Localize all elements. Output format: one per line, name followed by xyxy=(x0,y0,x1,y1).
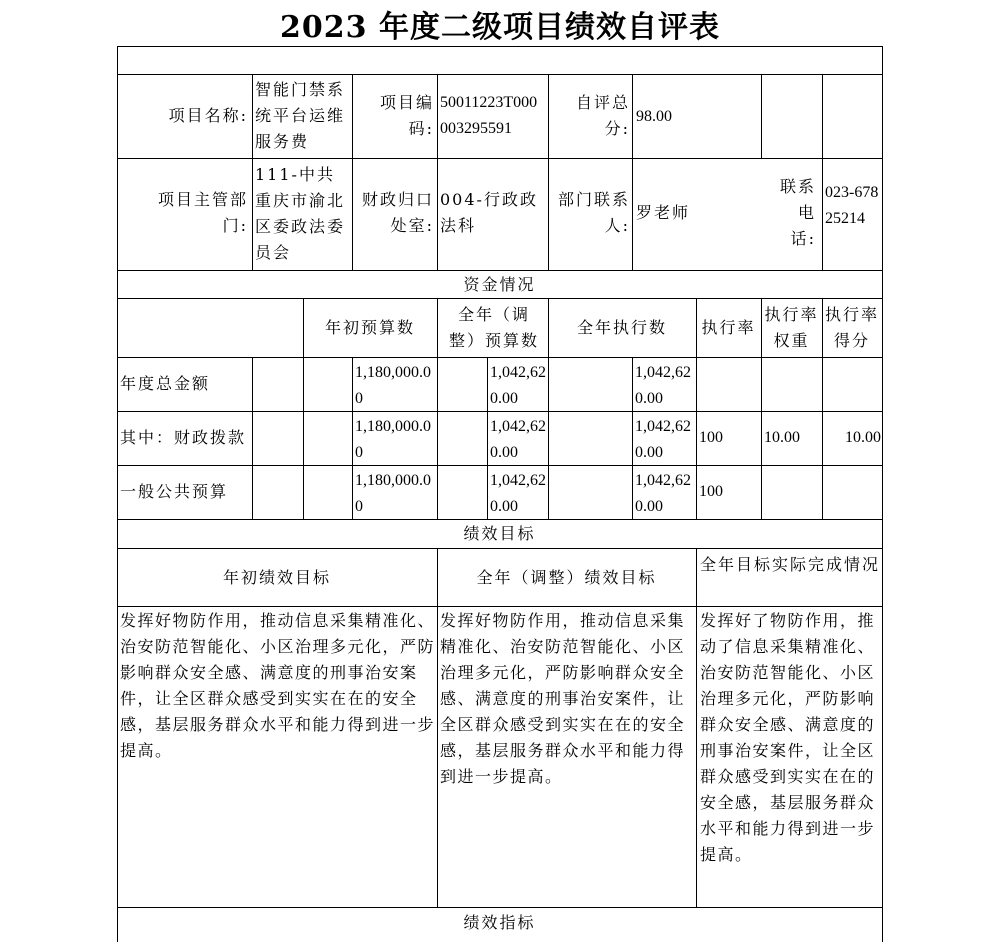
grid-line xyxy=(117,270,882,271)
page-title: 2023 年度二级项目绩效自评表 xyxy=(280,10,720,45)
funds-header-weight: 执行率权重 xyxy=(764,305,819,350)
project-name-label: 项目名称: xyxy=(168,106,248,125)
grid-line xyxy=(696,357,697,519)
project-code-label: 项目编码: xyxy=(379,93,434,138)
funds-row-label: 年度总金额 xyxy=(120,374,211,393)
funds-row-executed: 1,042,620.00 xyxy=(635,472,691,515)
grid-line xyxy=(632,74,633,270)
grid-line xyxy=(117,357,882,358)
grid-line xyxy=(117,298,882,299)
contact-label: 部门联系人: xyxy=(557,190,630,235)
grid-line xyxy=(437,74,438,270)
funds-row-initial: 1,180,000.00 xyxy=(355,472,431,515)
grid-line xyxy=(117,46,118,942)
funds-row-weight: 10.00 xyxy=(764,429,800,446)
funds-row-adjusted: 1,042,620.00 xyxy=(490,472,546,515)
goals-text-actual: 发挥好了物防作用，推动了信息采集精准化、治安防范智能化、小区治理多元化，严防影响群众安全感、满意度的刑事治安案件，让全区群众感受到实实在在的安全感，基层服务群众水平和能力得到进一步提高。 xyxy=(700,611,876,864)
grid-line xyxy=(117,606,882,607)
grid-line xyxy=(548,357,549,519)
finance-label: 财政归口处室: xyxy=(361,190,434,235)
grid-line xyxy=(761,74,762,158)
funds-row-rate: 100 xyxy=(699,483,723,500)
grid-line xyxy=(696,548,697,907)
finance-value: 004-行政政法科 xyxy=(440,190,538,235)
contact-value: 罗老师 xyxy=(636,203,691,222)
indicators-section-title: 绩效指标 xyxy=(463,913,536,932)
grid-line xyxy=(632,357,633,519)
score-label: 自评总分: xyxy=(575,93,630,138)
funds-row-executed: 1,042,620.00 xyxy=(635,418,691,461)
grid-line xyxy=(352,357,353,519)
grid-line xyxy=(487,357,488,519)
funds-section-title: 资金情况 xyxy=(463,275,536,294)
goals-text-adjusted: 发挥好物防作用，推动信息采集精准化、治安防范智能化、小区治理多元化，严防影响群众安全感、满意度的刑事治安案件，让全区群众感受到实实在在的安全感，基层服务群众水平和能力得到进一步提高。 xyxy=(440,611,686,786)
grid-line xyxy=(822,74,823,270)
goals-col-initial: 年初绩效目标 xyxy=(222,568,331,587)
funds-row-score: 10.00 xyxy=(845,429,881,446)
goals-col-actual: 全年目标实际完成情况 xyxy=(700,555,880,574)
funds-header-score: 执行率得分 xyxy=(824,305,879,350)
phone-label: 联系电话: xyxy=(779,177,816,248)
grid-line xyxy=(548,74,549,270)
grid-line xyxy=(117,548,882,549)
grid-line xyxy=(303,357,304,519)
goals-section-title: 绩效目标 xyxy=(463,524,536,543)
grid-line xyxy=(352,74,353,270)
grid-line xyxy=(882,46,883,942)
funds-row-label: 一般公共预算 xyxy=(120,482,229,501)
funds-row-rate: 100 xyxy=(699,429,723,446)
goals-text-initial: 发挥好物防作用，推动信息采集精准化、治安防范智能化、小区治理多元化，严防影响群众安全感、满意度的刑事治安案件，让全区群众感受到实实在在的安全感，基层服务群众水平和能力得到进一步提高。 xyxy=(120,611,436,760)
goals-col-adjusted: 全年（调整）绩效目标 xyxy=(476,568,657,587)
funds-header-adjusted: 全年（调整）预算数 xyxy=(448,305,539,350)
score-value: 98.00 xyxy=(636,108,672,125)
funds-row-adjusted: 1,042,620.00 xyxy=(490,364,546,407)
grid-line xyxy=(117,74,882,75)
grid-line xyxy=(117,907,882,908)
funds-row-executed: 1,042,620.00 xyxy=(635,364,691,407)
dept-value: 111-中共重庆市渝北区委政法委员会 xyxy=(255,165,346,262)
project-name-value: 智能门禁系统平台运维服务费 xyxy=(255,80,346,151)
funds-header-initial: 年初预算数 xyxy=(324,318,415,337)
grid-line xyxy=(117,46,882,47)
grid-line xyxy=(252,357,253,519)
grid-line xyxy=(117,158,882,159)
grid-line xyxy=(437,548,438,907)
funds-header-executed: 全年执行数 xyxy=(576,318,667,337)
funds-header-rate: 执行率 xyxy=(701,318,756,337)
grid-line xyxy=(437,357,438,519)
grid-line xyxy=(437,298,438,357)
funds-row-initial: 1,180,000.00 xyxy=(355,364,431,407)
funds-row-label: 其中：财政拨款 xyxy=(120,428,247,447)
funds-row-adjusted: 1,042,620.00 xyxy=(490,418,546,461)
phone-value: 023-67825214 xyxy=(825,184,879,227)
project-code-value: 50011223T000003295591 xyxy=(440,94,538,137)
dept-label: 项目主管部门: xyxy=(157,190,248,235)
funds-row-initial: 1,180,000.00 xyxy=(355,418,431,461)
grid-line xyxy=(252,74,253,270)
